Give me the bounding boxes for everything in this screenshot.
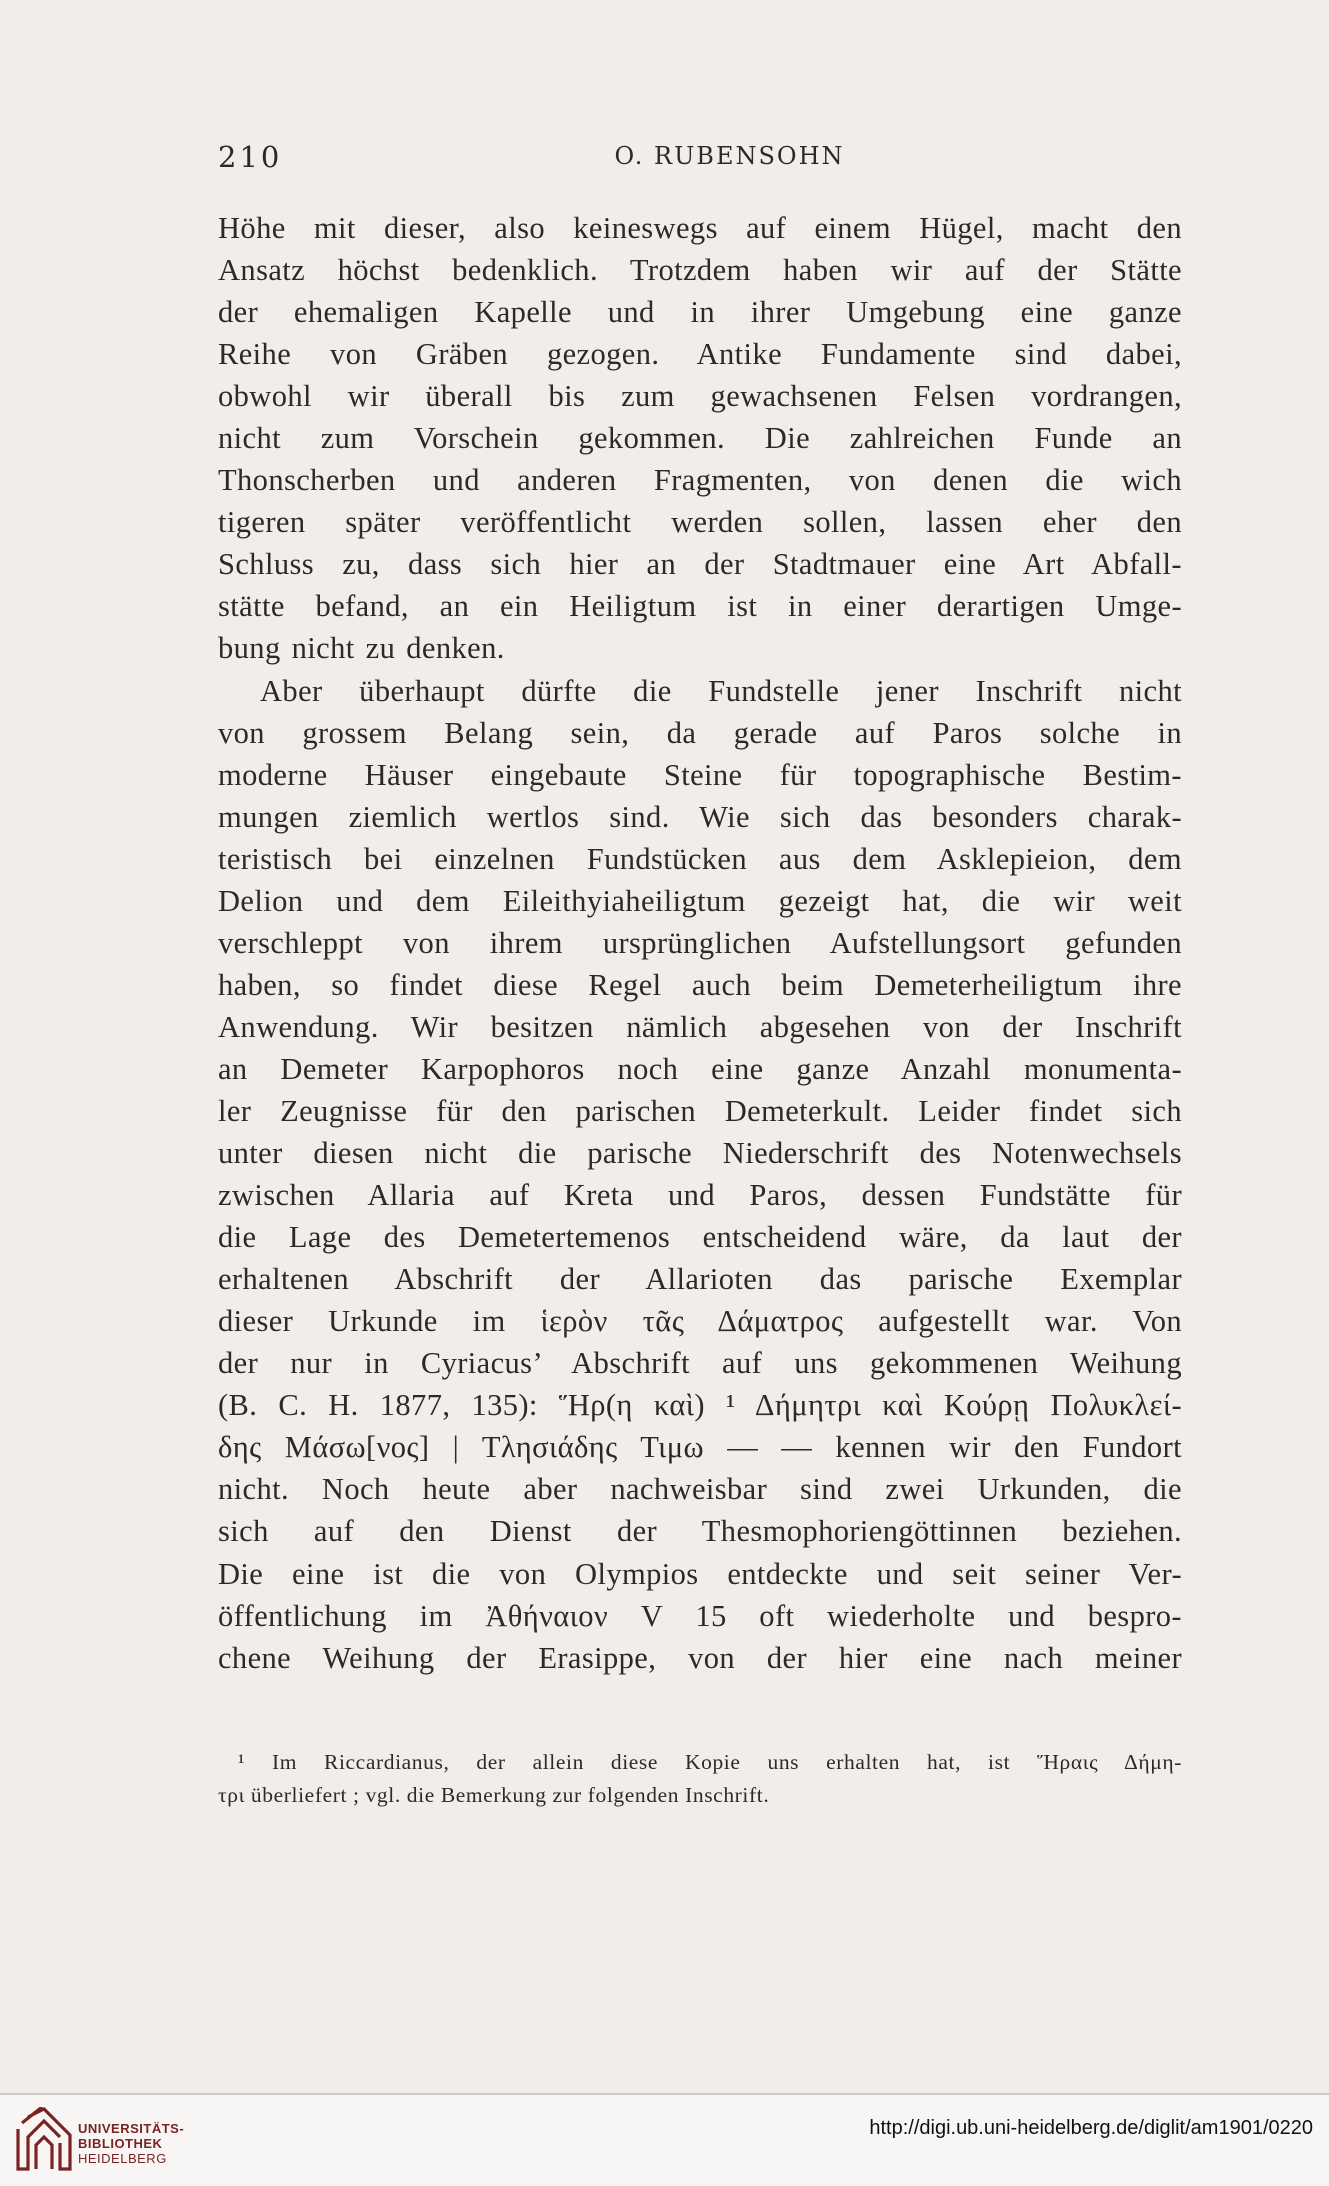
footnote-line: ¹ Im Riccardianus, der allein diese Kopie uns erhalten hat, ist Ἥραις Δήμη-: [238, 1750, 1182, 1774]
body-text: [218, 207, 1182, 1679]
text-line: Aber überhaupt dürfte die Fundstelle jener Inschrift nicht: [260, 673, 1182, 708]
text-line: öffentlichung im Ἀθήναιον V 15 oft wiederholte und bespro-: [218, 1598, 1182, 1633]
library-name-line: UNIVERSITÄTS-: [78, 2121, 185, 2136]
text-line: (B. C. H. 1877, 135): Ἥρ(η καὶ) ¹ Δήμητρι καὶ Κούρῃ Πολυκλεί-: [218, 1388, 1182, 1423]
text-line: haben, so findet diese Regel auch beim Demeterheiligtum ihre: [218, 967, 1182, 1002]
text-line: der ehemaligen Kapelle und in ihrer Umgebung eine ganze: [218, 295, 1182, 330]
text-line: sich auf den Dienst der Thesmophoriengöttinnen beziehen.: [218, 1514, 1182, 1549]
running-head: O. RUBENSOHN: [614, 142, 845, 170]
digitization-footer: [0, 2095, 1329, 2186]
text-line: Schluss zu, dass sich hier an der Stadtmauer eine Art Abfall-: [218, 547, 1182, 582]
text-line: mungen ziemlich wertlos sind. Wie sich das besonders charak-: [218, 799, 1182, 834]
text-line: Höhe mit dieser, also keineswegs auf einem Hügel, macht den: [218, 211, 1182, 245]
library-name-line: BIBLIOTHEK: [78, 2136, 163, 2151]
page-header: [218, 140, 1181, 180]
text-line: teristisch bei einzelnen Fundstücken aus dem Asklepieion, dem: [218, 841, 1182, 876]
footnotes: [218, 1746, 1182, 1812]
text-line: zwischen Allaria auf Kreta und Paros, dessen Fundstätte für: [218, 1178, 1182, 1213]
text-line: Die eine ist die von Olympios entdeckte und seit seiner Ver-: [218, 1556, 1182, 1591]
text-line: Ansatz höchst bedenklich. Trotzdem haben wir auf der Stätte: [218, 253, 1182, 288]
text-line: verschleppt von ihrem ursprünglichen Aufstellungsort gefunden: [218, 925, 1182, 960]
text-line: nicht zum Vorschein gekommen. Die zahlreichen Funde an: [218, 421, 1182, 456]
footnote-line: τρι überliefert ; vgl. die Bemerkung zur folgenden Inschrift.: [218, 1783, 770, 1807]
text-line: Thonscherben und anderen Fragmenten, von denen die wich: [218, 463, 1182, 498]
text-line: erhaltenen Abschrift der Allarioten das parische Exemplar: [218, 1262, 1182, 1297]
text-line: der nur in Cyriacus’ Abschrift auf uns gekommenen Weihung: [218, 1346, 1182, 1381]
text-line: chene Weihung der Erasippe, von der hier eine nach meiner: [218, 1640, 1182, 1675]
text-line: obwohl wir überall bis zum gewachsenen Felsen vordrangen,: [218, 379, 1182, 414]
text-line: Delion und dem Eileithyiaheiligtum gezeigt hat, die wir weit: [218, 883, 1182, 918]
text-line: Reihe von Gräben gezogen. Antike Fundamente sind dabei,: [218, 337, 1182, 372]
text-line: nicht. Noch heute aber nachweisbar sind zwei Urkunden, die: [218, 1472, 1182, 1507]
source-url-link[interactable]: http://digi.ub.uni-heidelberg.de/diglit/am1901/0220: [869, 2117, 1313, 2139]
page-number: 210: [218, 140, 283, 174]
text-line: die Lage des Demetertemenos entscheidend wäre, da laut der: [218, 1220, 1182, 1255]
text-line: dieser Urkunde im ἱερὸν τᾶς Δάματρος aufgestellt war. Von: [218, 1304, 1182, 1339]
text-line: Anwendung. Wir besitzen nämlich abgesehen von der Inschrift: [218, 1009, 1182, 1044]
library-name: [78, 2121, 184, 2166]
library-name-line: HEIDELBERG: [78, 2151, 167, 2166]
text-line: von grossem Belang sein, da gerade auf Paros solche in: [218, 715, 1182, 750]
text-line: unter diesen nicht die parische Niederschrift des Notenwechsels: [218, 1136, 1182, 1171]
heidelberg-library-logo-icon: [14, 2107, 74, 2173]
text-line: bung nicht zu denken.: [218, 631, 505, 666]
text-line: ler Zeugnisse für den parischen Demeterkult. Leider findet sich: [218, 1093, 1182, 1128]
text-line: stätte befand, an ein Heiligtum ist in einer derartigen Umge-: [218, 589, 1182, 624]
text-line: moderne Häuser eingebaute Steine für topographische Bestim-: [218, 757, 1182, 792]
text-line: tigeren später veröffentlicht werden sollen, lassen eher den: [218, 505, 1182, 540]
text-line: an Demeter Karpophoros noch eine ganze Anzahl monumenta-: [218, 1051, 1182, 1086]
text-line: δης Μάσω[νος] | Τλησιάδης Τιμω — — kennen wir den Fundort: [218, 1430, 1182, 1465]
